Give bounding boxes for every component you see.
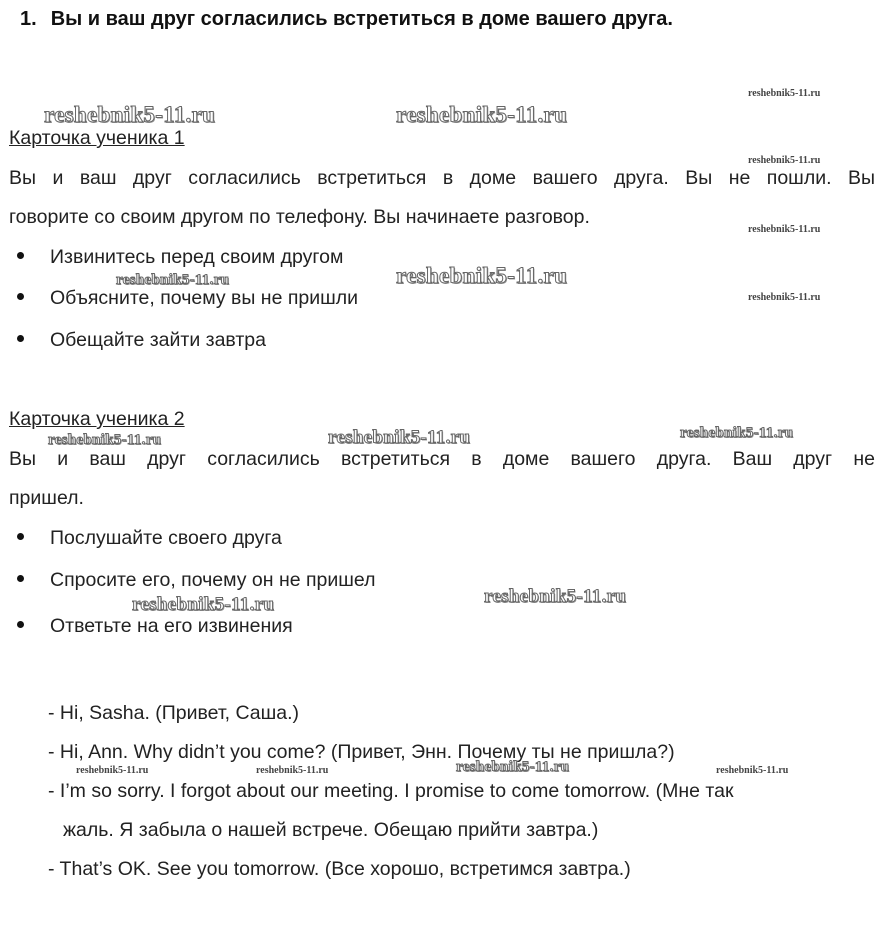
- card2-line: пришел.: [9, 487, 84, 509]
- card1-bullet: [17, 287, 358, 310]
- bullet-text: Спросите его, почему он не пришел: [50, 569, 376, 591]
- watermark: reshebnik5-11.ru: [76, 765, 149, 776]
- card2-bullet: [17, 615, 293, 638]
- watermark: reshebnik5-11.ru: [748, 292, 821, 303]
- card2-line: Вы и ваш друг согласились встретиться в доме вашего друга. Ваш друг не: [9, 448, 875, 470]
- card1-line: Вы и ваш друг согласились встретиться в доме вашего друга. Вы не пошли. Вы: [9, 167, 875, 189]
- bullet-text: Обещайте зайти завтра: [50, 329, 266, 351]
- watermark: reshebnik5-11.ru: [256, 765, 329, 776]
- watermark: reshebnik5-11.ru: [132, 594, 275, 615]
- bullet-text: Послушайте своего друга: [50, 527, 282, 549]
- watermark: reshebnik5-11.ru: [748, 224, 821, 235]
- dialogue-line: - That’s OK. See you tomorrow. (Все хорошо, встретимся завтра.): [48, 858, 631, 880]
- watermark: reshebnik5-11.ru: [748, 155, 821, 166]
- watermark: reshebnik5-11.ru: [44, 102, 216, 127]
- card2-paragraph: [9, 440, 875, 518]
- card1-paragraph: [9, 159, 875, 237]
- watermark: reshebnik5-11.ru: [680, 425, 794, 441]
- bullet-icon: [17, 293, 24, 300]
- dialogue-line-continuation: жаль. Я забыла о нашей встрече. Обещаю прийти завтра.): [63, 819, 599, 841]
- watermark: reshebnik5-11.ru: [484, 586, 627, 607]
- card1-line: говорите со своим другом по телефону. Вы начинаете разговор.: [9, 206, 590, 228]
- card2-bullet: [17, 527, 282, 550]
- watermark: reshebnik5-11.ru: [748, 88, 821, 99]
- watermark: reshebnik5-11.ru: [116, 272, 230, 288]
- watermark: reshebnik5-11.ru: [48, 432, 162, 448]
- bullet-text: Ответьте на его извинения: [50, 615, 293, 637]
- card1-bullet: [17, 246, 343, 269]
- bullet-icon: [17, 621, 24, 628]
- dialogue-line: - I’m so sorry. I forgot about our meeting. I promise to come tomorrow. (Мне так: [48, 780, 734, 802]
- watermark: reshebnik5-11.ru: [396, 102, 568, 127]
- card1-bullet: [17, 329, 266, 352]
- card2-heading: Карточка ученика 2: [9, 408, 185, 430]
- card2-bullet: [17, 569, 376, 592]
- exercise-title-text: Вы и ваш друг согласились встретиться в доме вашего друга.: [50, 8, 673, 30]
- bullet-text: Объясните, почему вы не пришли: [50, 287, 359, 309]
- dialogue-line: - Hi, Sasha. (Привет, Саша.): [48, 702, 300, 724]
- bullet-icon: [17, 335, 24, 342]
- dialogue-line: - Hi, Ann. Why didn’t you come? (Привет, Энн. Почему ты не пришла?): [48, 741, 675, 763]
- exercise-number: 1.: [20, 8, 37, 30]
- watermark: reshebnik5-11.ru: [328, 427, 471, 448]
- watermark: reshebnik5-11.ru: [716, 765, 789, 776]
- watermark: reshebnik5-11.ru: [396, 263, 568, 288]
- bullet-icon: [17, 575, 24, 582]
- exercise-title: [20, 8, 673, 31]
- bullet-icon: [17, 252, 24, 259]
- watermark: reshebnik5-11.ru: [456, 759, 570, 775]
- bullet-text: Извинитесь перед своим другом: [50, 246, 344, 268]
- card1-heading: Карточка ученика 1: [9, 127, 185, 149]
- bullet-icon: [17, 533, 24, 540]
